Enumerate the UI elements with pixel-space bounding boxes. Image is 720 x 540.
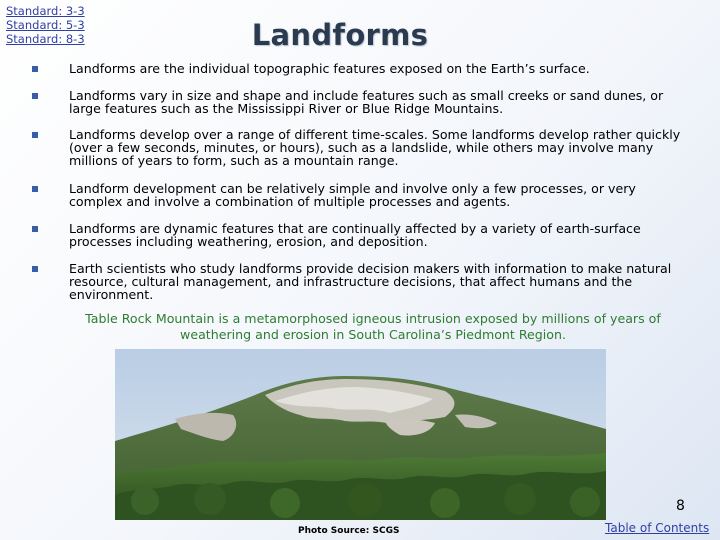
bullet-item — [32, 62, 590, 75]
standard-link-1[interactable]: Standard: 3-3 — [6, 4, 85, 18]
bullet-square-icon — [32, 93, 38, 99]
slide-title: Landforms — [251, 18, 429, 52]
bullet-square-icon — [32, 226, 38, 232]
bullet-square-icon — [32, 66, 38, 72]
photo-caption: Table Rock Mountain is a metamorphosed igneous intrusion exposed by millions of years of weathering and erosion in South Carolina’s Piedmont Region. — [85, 311, 661, 342]
table-of-contents-link[interactable]: Table of Contents — [605, 521, 710, 535]
page-number: 8 — [676, 498, 685, 514]
table-rock-photo — [115, 349, 606, 520]
bullet-item — [32, 262, 682, 302]
bullet-item — [32, 89, 682, 115]
standard-link-2[interactable]: Standard: 5-3 — [6, 18, 85, 32]
bullet-text: Landforms vary in size and shape and include features such as small creeks or sand dunes, or large features such as the Mississippi River or Blue Ridge Mountains. — [69, 88, 664, 117]
bullet-item — [32, 182, 682, 208]
bullet-item — [32, 128, 682, 168]
bullet-square-icon — [32, 266, 38, 272]
bullet-text: Landform development can be relatively simple and involve only a few processes, or very complex and involve a combination of multiple processes and agents. — [69, 181, 636, 210]
bullet-text: Landforms develop over a range of different time-scales. Some landforms develop rather quickly (over a few seconds, minutes, or hours), such as a landslide, while others may involve many millions of years to form, such as a mountain range. — [69, 127, 681, 169]
bullet-text: Landforms are dynamic features that are continually affected by a variety of earth-surface processes including weathering, erosion, and deposition. — [69, 221, 641, 250]
bullet-square-icon — [32, 186, 38, 192]
standard-link-3[interactable]: Standard: 8-3 — [6, 32, 85, 46]
bullet-item — [32, 222, 682, 248]
bullet-text: Landforms are the individual topographic features exposed on the Earth’s surface. — [69, 61, 590, 76]
bullet-text: Earth scientists who study landforms provide decision makers with information to make natural resource, cultural management, and infrastructure decisions, that affect humans and the environment. — [69, 261, 672, 303]
photo-source: Photo Source: SCGS — [298, 526, 400, 536]
bullet-square-icon — [32, 132, 38, 138]
